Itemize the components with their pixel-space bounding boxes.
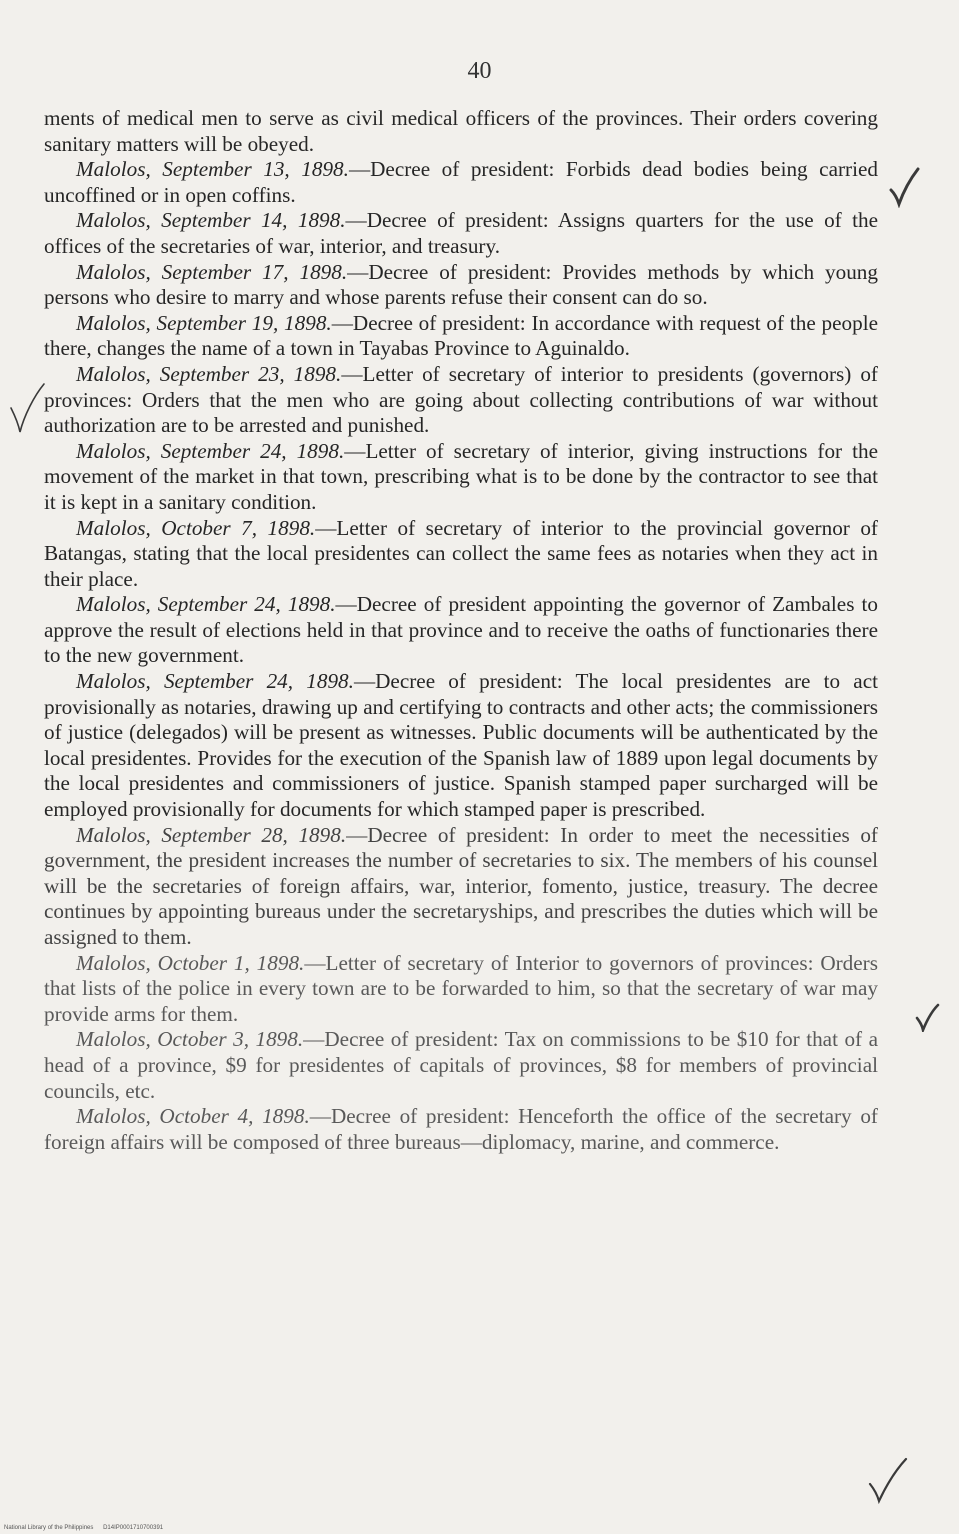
entry-date: Malolos, October 3, 1898. [76,1027,304,1052]
entry-paragraph [44,260,878,311]
opening-paragraph: ments of medical men to serve as civil medical officers of the provinces. Their orders covering sanitary matters will be obeyed. [44,106,878,156]
entry-date: Malolos, October 7, 1898. [76,515,316,540]
check-mark-icon [914,1002,940,1032]
entry-paragraph [44,157,878,208]
footer-credit [4,1525,171,1531]
entry-date: Malolos, October 4, 1898. [76,1104,310,1129]
entry-paragraph [44,1104,878,1155]
check-mark-icon [6,382,46,436]
entry-paragraph [44,208,878,259]
entry-date: Malolos, October 1, 1898. [76,950,305,975]
entry-text: —Decree of president: Forbids dead bodies being carried uncoffined or in open coffins. [44,157,878,207]
entry-paragraph [44,311,878,362]
entry-date: Malolos, September 14, 1898. [76,208,346,233]
entry-text: —Decree of president: In accordance with request of the people there, changes the name of a town in Tayabas Province to Aguinaldo. [44,310,878,361]
entry-paragraph [44,823,878,951]
entry-date: Malolos, September 17, 1898. [76,259,348,284]
page-number: 40 [467,58,492,84]
entry-date: Malolos, September 13, 1898. [76,157,349,182]
entry-date: Malolos, September 19, 1898. [76,310,332,335]
entry-date: Malolos, September 28, 1898. [76,822,347,847]
footer-code: D14IP0001710700391 [103,1525,164,1531]
entry-text: —Letter of secretary of interior, giving instructions for the movement of the market in that town, prescribing what is to be done by the contractor to see that it is kept in a sanitary condition. [44,438,878,514]
entry-date: Malolos, September 24, 1898. [76,438,345,463]
entry-date: Malolos, September 24, 1898. [76,592,336,617]
check-mark-icon [888,166,920,208]
entry-paragraph [44,1027,878,1104]
entry-paragraph [44,669,878,823]
entry-text: —Decree of president: Assigns quarters for the use of the offices of the secretaries of war, interior, and treasury. [44,208,878,258]
entry-text: —Decree of president: Tax on commissions to be $10 for that of a head of a province, $9 for presidentes of capitals of provinces, $8 for members of provincial councils, etc. [44,1027,878,1103]
entry-text: —Letter of secretary of Interior to governors of provinces: Orders that lists of the police in every town are to be forwarded to him, so that the secretary of war may provide arms for them. [44,950,878,1026]
entry-paragraph [44,951,878,1028]
footer-library: National Library of the Philippines [4,1525,94,1531]
entry-text: —Decree of president appointing the governor of Zambales to approve the result of elections held in that province and to receive the oaths of functionaries there to the new government. [44,592,878,668]
entry-paragraph [44,362,878,439]
entry-text: —Decree of president: In order to meet the necessities of government, the president increases the number of secretaries to six. The members of his counsel will be the secretaries of foreign affairs, war, interior, fomento, justice, treasury. The decree continues by appointing bureaus under the secretaryships, and prescribes the duties which will be assigned to them. [44,822,878,949]
entry-paragraph [44,592,878,669]
entry-paragraph [44,439,878,516]
entry-text: —Letter of secretary of interior to the provincial governor of Batangas, stating that the local presidentes can collect the same fees as notaries when they act in their place. [44,515,878,591]
entry-date: Malolos, September 23, 1898. [76,361,342,386]
check-mark-icon [866,1456,908,1504]
entry-text: —Letter of secretary of interior to presidents (governors) of provinces: Orders that the men who are going about collecting contributions of war without authorization are to be arrested and punished. [44,361,878,438]
document-body [44,106,878,1155]
entry-text: —Decree of president: Provides methods by which young persons who desire to marry and whose parents refuse their consent can do so. [44,259,878,310]
entry-paragraph [44,516,878,593]
entry-date: Malolos, September 24, 1898. [76,669,354,694]
entry-text: —Decree of president: The local presidentes are to act provisionally as notaries, drawing up and certifying to contracts and other acts; the commissioners of justice (delegados) will be present as witnesses. Public documents will be authenticated by the local presidentes. Provides for the execution of the Spanish law of 1889 upon legal documents by the local presidentes and commissioners of justice. Spanish stamped paper surcharged will be employed provisionally for documents for which stamped paper is prescribed. [44,669,878,822]
entry-text: —Decree of president: Henceforth the office of the secretary of foreign affairs will be composed of three bureaus—diplomacy, marine, and commerce. [44,1104,878,1154]
